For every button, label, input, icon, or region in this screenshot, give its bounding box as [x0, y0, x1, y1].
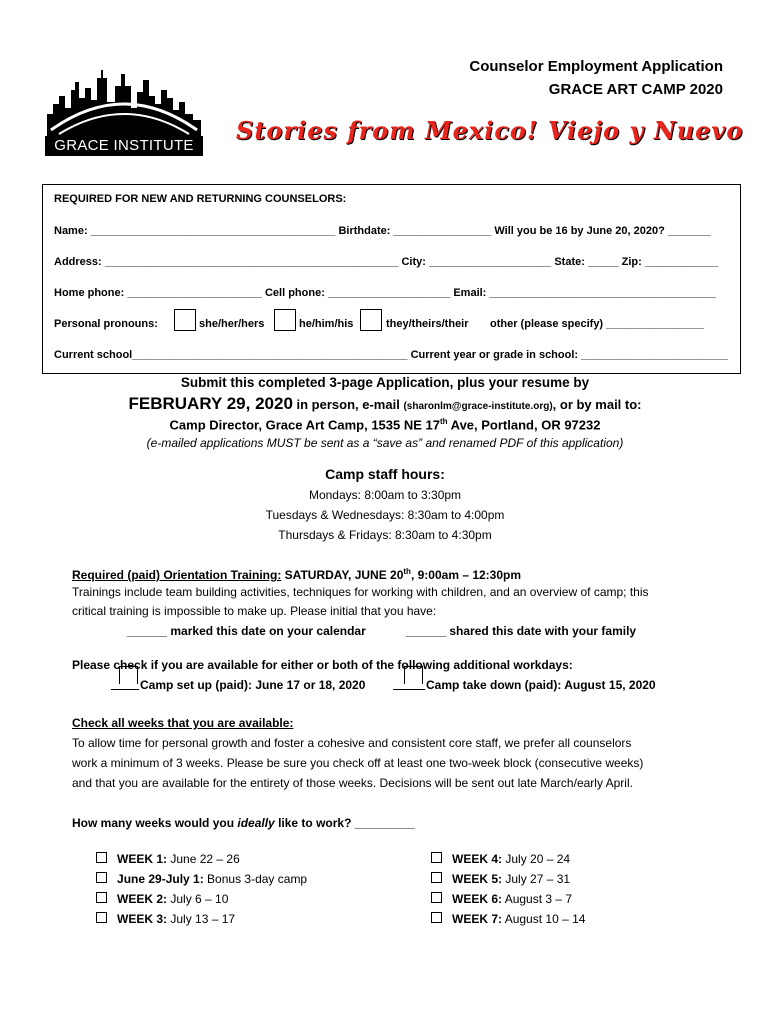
- mailing-address: [0, 417, 770, 432]
- week-label: WEEK 3:: [117, 912, 168, 926]
- orientation-date-sup: th: [403, 567, 411, 576]
- week-dates: July 27 – 31: [502, 872, 571, 886]
- week-dates: July 13 – 17: [167, 912, 236, 926]
- setup-label: Camp set up (paid): June 17 or 18, 2020: [140, 678, 366, 692]
- week-dates: Bonus 3-day camp: [203, 872, 308, 886]
- email-note: (e-mailed applications MUST be sent as a “save as” and renamed PDF of this application): [146, 436, 624, 450]
- pronouns-label: Personal pronouns:: [54, 318, 158, 330]
- week-item[interactable]: [96, 912, 307, 932]
- week-label: WEEK 1:: [117, 852, 168, 866]
- by-mail-text: , or by mail to:: [552, 397, 642, 412]
- orientation-time: , 9:00am – 12:30pm: [410, 568, 522, 582]
- submit-instructions: Submit this completed 3-page Application, plus your resume by: [180, 375, 590, 390]
- weeks-para-1: To allow time for personal growth and foster a cohesive and consistent core staff, we prefer all counselors: [72, 736, 632, 750]
- ideal-text: How many weeks would you: [72, 816, 238, 830]
- address-line[interactable]: Address: ________________________________________________ City: ____________________ State: _____ Zip: ____________: [54, 256, 719, 268]
- orientation-desc-2: critical training is impossible to make up. Please initial that you have:: [72, 604, 437, 618]
- setup-checkbox[interactable]: [119, 666, 138, 684]
- week-dates: June 22 – 26: [167, 852, 240, 866]
- hours-thu-fri: Thursdays & Fridays: 8:30am to 4:30pm: [278, 528, 492, 542]
- week-item[interactable]: [431, 912, 585, 932]
- school-grade-line[interactable]: Current school_____________________________________________ Current year or grade in school: ________________________: [54, 349, 728, 361]
- deadline-date: FEBRUARY 29, 2020: [128, 394, 293, 413]
- name-birthdate-line[interactable]: Name: ________________________________________ Birthdate: ________________ Will you be 16 by June 20, 2020? _______: [54, 225, 711, 237]
- logo-wordmark: GRACE INSTITUTE: [45, 136, 203, 156]
- takedown-label: Camp take down (paid): August 15, 2020: [426, 678, 656, 692]
- weeks-para-3: and that you are available for the entirety of those weeks. Decisions will be sent out late March/early April.: [72, 776, 633, 790]
- form-heading: REQUIRED FOR NEW AND RETURNING COUNSELORS:: [54, 193, 347, 205]
- week-item[interactable]: [431, 852, 585, 872]
- week-checkbox[interactable]: [431, 892, 442, 903]
- ideal-blank: like to work? _________: [274, 816, 415, 830]
- week-label: WEEK 5:: [452, 872, 503, 886]
- week-item[interactable]: [96, 892, 307, 912]
- week-dates: July 20 – 24: [502, 852, 571, 866]
- address-text: Camp Director, Grace Art Camp, 1535 NE 17: [169, 417, 440, 433]
- week-label: WEEK 2:: [117, 892, 168, 906]
- week-checkbox[interactable]: [96, 892, 107, 903]
- takedown-checkbox[interactable]: [404, 666, 423, 684]
- workdays-heading: Please check if you are available for either or both of the following additional workdays:: [72, 658, 573, 672]
- submit-deadline-line: [0, 394, 770, 414]
- pronoun-she-checkbox[interactable]: [174, 309, 196, 331]
- week-dates: July 6 – 10: [167, 892, 229, 906]
- week-label: WEEK 4:: [452, 852, 503, 866]
- ideal-emphasis: ideally: [237, 816, 275, 830]
- week-label: WEEK 7:: [452, 912, 503, 926]
- initial-calendar-field[interactable]: ______ marked this date on your calendar: [127, 624, 366, 638]
- address-text-end: Ave, Portland, OR 97232: [447, 417, 601, 433]
- week-label: WEEK 6:: [452, 892, 503, 906]
- hours-heading: Camp staff hours:: [325, 466, 445, 482]
- week-checkbox[interactable]: [431, 852, 442, 863]
- ideal-weeks-field[interactable]: [72, 813, 415, 833]
- weeks-list-left: [96, 852, 307, 932]
- week-item[interactable]: [431, 892, 585, 912]
- page-title: Counselor Employment Application: [469, 58, 723, 75]
- week-item[interactable]: [96, 852, 307, 872]
- pronoun-he-label: he/him/his: [299, 318, 354, 330]
- weeks-list-right: [431, 852, 585, 932]
- pronoun-other-field[interactable]: other (please specify) ________________: [490, 318, 705, 330]
- week-item[interactable]: [431, 872, 585, 892]
- week-dates: August 3 – 7: [502, 892, 573, 906]
- week-checkbox[interactable]: [96, 872, 107, 883]
- orientation-date: SATURDAY, JUNE 20: [281, 568, 404, 582]
- pronoun-they-label: they/theirs/their: [386, 318, 469, 330]
- orientation-desc-1: Trainings include team building activities, techniques for working with children, and an overview of camp; this: [72, 585, 649, 599]
- pronoun-she-label: she/her/hers: [199, 318, 265, 330]
- page-subtitle: GRACE ART CAMP 2020: [548, 81, 723, 98]
- week-label: June 29-July 1:: [117, 872, 204, 886]
- pronoun-he-checkbox[interactable]: [274, 309, 296, 331]
- week-checkbox[interactable]: [96, 912, 107, 923]
- hours-tue-wed: Tuesdays & Wednesdays: 8:30am to 4:00pm: [265, 508, 505, 522]
- email-address[interactable]: (sharonlm@grace-institute.org): [403, 401, 553, 412]
- week-dates: August 10 – 14: [502, 912, 586, 926]
- initial-family-field[interactable]: ______ shared this date with your family: [406, 624, 637, 638]
- theme-banner: Stories from Mexico! Viejo y Nuevo: [236, 116, 744, 145]
- orientation-label: Required (paid) Orientation Training:: [72, 568, 282, 582]
- week-checkbox[interactable]: [431, 872, 442, 883]
- week-checkbox[interactable]: [431, 912, 442, 923]
- address-superscript: th: [439, 417, 448, 426]
- hours-monday: Mondays: 8:00am to 3:30pm: [308, 488, 462, 502]
- phone-email-line[interactable]: Home phone: ______________________ Cell phone: ____________________ Email: _____________________________________: [54, 287, 716, 299]
- deadline-methods: in person, e-mail: [292, 397, 404, 412]
- weeks-heading: Check all weeks that you are available:: [72, 716, 294, 730]
- pronoun-they-checkbox[interactable]: [360, 309, 382, 331]
- week-item[interactable]: [96, 872, 307, 892]
- weeks-para-2: work a minimum of 3 weeks. Please be sure you check off at least one two-week block (consecutive weeks): [72, 756, 644, 770]
- week-checkbox[interactable]: [96, 852, 107, 863]
- counselor-info-form: [42, 184, 741, 374]
